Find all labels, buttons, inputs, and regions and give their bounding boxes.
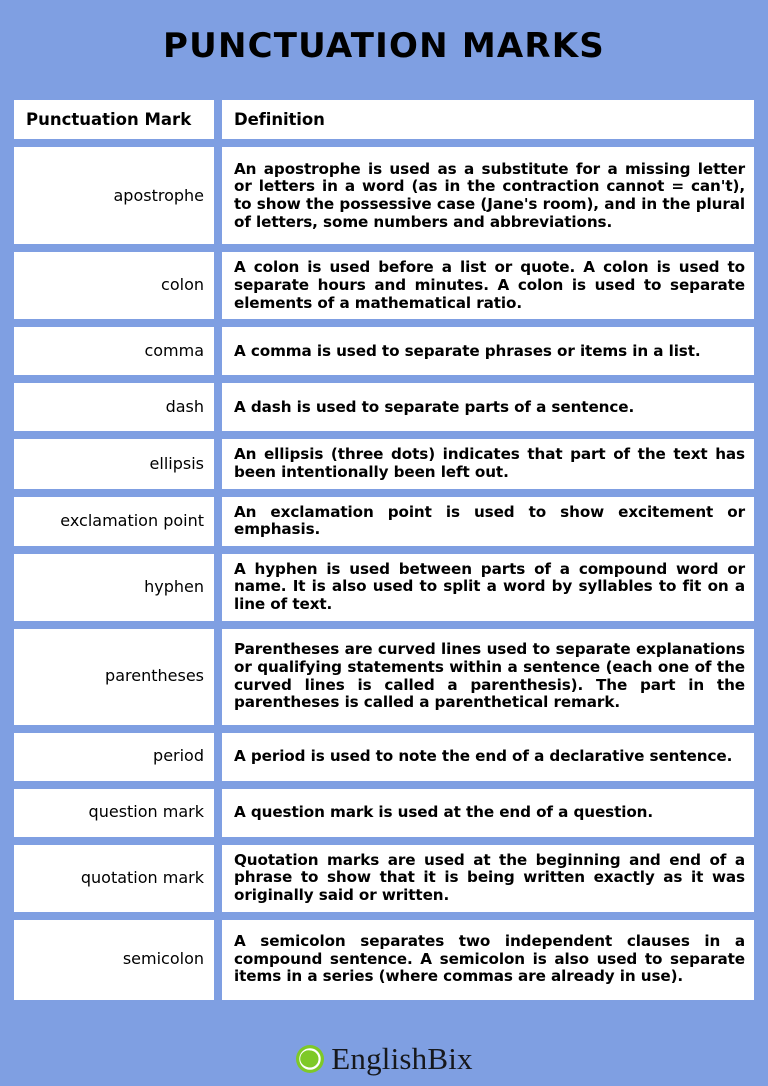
definition-text: A colon is used before a list or quote. A colon is used to separate hours and minutes. A colon is used to separate elements of a mathematical ratio. bbox=[234, 258, 745, 312]
punctuation-table bbox=[14, 100, 754, 1000]
table-row bbox=[14, 497, 754, 546]
definition-cell bbox=[222, 252, 754, 319]
definition-cell bbox=[222, 497, 754, 546]
mark-label: colon bbox=[161, 275, 204, 295]
table-row bbox=[14, 733, 754, 781]
mark-label: period bbox=[153, 746, 204, 766]
mark-cell bbox=[14, 789, 214, 837]
column-header-definition-label: Definition bbox=[234, 110, 325, 130]
mark-label: apostrophe bbox=[113, 185, 204, 205]
mark-label: hyphen bbox=[144, 576, 204, 596]
mark-cell bbox=[14, 845, 214, 912]
definition-text: Parentheses are curved lines used to separate explanations or qualifying statements within a sentence (each one of the curved lines is called a parenthesis). The part in the parentheses is called a parenthetical remark. bbox=[234, 640, 745, 712]
definition-text: A comma is used to separate phrases or items in a list. bbox=[234, 341, 701, 360]
table-row bbox=[14, 845, 754, 912]
mark-label: exclamation point bbox=[60, 510, 204, 530]
definition-cell bbox=[222, 789, 754, 837]
definition-text: A semicolon separates two independent clauses in a compound sentence. A semicolon is also used to separate items in a series (where commas are already in use). bbox=[234, 932, 745, 986]
definition-cell bbox=[222, 439, 754, 488]
mark-label: ellipsis bbox=[149, 453, 204, 473]
mark-cell bbox=[14, 147, 214, 244]
column-header-definition bbox=[222, 100, 754, 139]
mark-cell bbox=[14, 383, 214, 431]
mark-cell bbox=[14, 327, 214, 375]
footer-branding bbox=[0, 1043, 768, 1074]
mark-label: semicolon bbox=[122, 949, 204, 969]
mark-label: dash bbox=[165, 396, 204, 416]
mark-cell bbox=[14, 629, 214, 725]
definition-text: A hyphen is used between parts of a compound word or name. It is also used to split a word by syllables to fit on a line of text. bbox=[234, 559, 745, 614]
definition-text: Quotation marks are used at the beginning and end of a phrase to show that it is being written exactly as it was originally said or written. bbox=[234, 850, 745, 904]
table-row bbox=[14, 327, 754, 375]
mark-cell bbox=[14, 554, 214, 621]
definition-text: A period is used to note the end of a declarative sentence. bbox=[234, 746, 733, 765]
table-header-row bbox=[14, 100, 754, 139]
definition-cell bbox=[222, 147, 754, 244]
column-header-punctuation-mark bbox=[14, 100, 214, 139]
definition-text: An apostrophe is used as a substitute for a missing letter or letters in a word (as in the contraction cannot = can't), to show the possessive case (Jane's room), and in the plural of letters, some numbers and abbreviations. bbox=[234, 159, 745, 231]
definition-cell bbox=[222, 733, 754, 781]
brand-name: EnglishBix bbox=[331, 1041, 473, 1076]
page-title: PUNCTUATION MARKS bbox=[163, 26, 605, 66]
englishbix-e-logo-icon bbox=[295, 1044, 325, 1074]
mark-label: quotation mark bbox=[80, 867, 204, 887]
mark-cell bbox=[14, 920, 214, 1000]
table-row bbox=[14, 629, 754, 725]
definition-cell bbox=[222, 383, 754, 431]
mark-label: question mark bbox=[88, 802, 204, 822]
definition-text: A question mark is used at the end of a question. bbox=[234, 802, 654, 821]
mark-label: comma bbox=[144, 340, 204, 360]
table-row bbox=[14, 789, 754, 837]
mark-cell bbox=[14, 439, 214, 488]
table-row bbox=[14, 554, 754, 621]
definition-cell bbox=[222, 920, 754, 1000]
column-header-punctuation-mark-label: Punctuation Mark bbox=[26, 110, 192, 129]
definition-text: An ellipsis (three dots) indicates that part of the text has been intentionally been left out. bbox=[234, 445, 745, 481]
mark-cell bbox=[14, 497, 214, 546]
table-row bbox=[14, 920, 754, 1000]
definition-cell bbox=[222, 845, 754, 912]
mark-label: parentheses bbox=[105, 666, 204, 686]
table-row bbox=[14, 383, 754, 431]
definition-text: A dash is used to separate parts of a sentence. bbox=[234, 397, 635, 416]
definition-cell bbox=[222, 554, 754, 621]
mark-cell bbox=[14, 252, 214, 319]
definition-cell bbox=[222, 327, 754, 375]
mark-cell bbox=[14, 733, 214, 781]
definition-cell bbox=[222, 629, 754, 725]
definition-text: An exclamation point is used to show excitement or emphasis. bbox=[234, 502, 745, 539]
table-row bbox=[14, 147, 754, 244]
table-row bbox=[14, 252, 754, 319]
table-row bbox=[14, 439, 754, 488]
